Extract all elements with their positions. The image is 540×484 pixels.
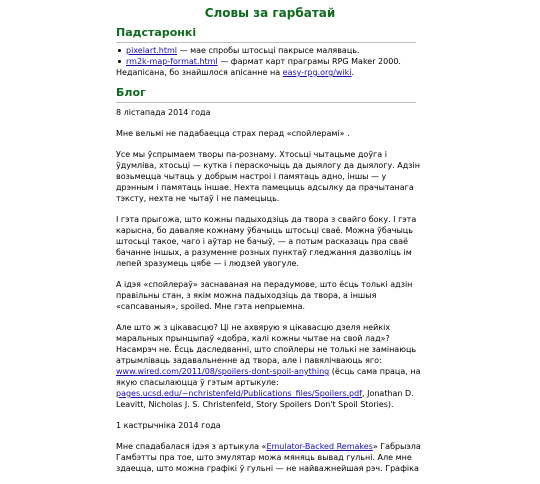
post-paragraph	[116, 441, 422, 474]
post-text: Але што ж з цікавасцю? Ці не ахвярую я цікавасцю дзеля нейкіх маральных прынцыпаў «добра, калі кожны чытае на свой лад»? Насамрэч не. Ёсць даследванні, што спойлеры не толькі не замінаюць атрымліваць задавальненне ад твора, але і павялічваюць яго:	[116, 323, 417, 365]
post-paragraph: А ідэя «спойлераў» заснаваная на перадумове, што ёсць толькі адзін правільны стан, з якім можна падыходзіць да твора, а іншыя «сапсаваныя», spoiled. Мне гэта непрыемна.	[116, 280, 413, 311]
post-paragraph: І гэта прыгожа, што кожны падыходзіць да твора з свайго боку. І гэта карысна, бо даваляе кожнаму ўбачыць штосьці сваё. Можна ўбачыць штосьці такое, чаго і аўтар не бачыў, — а потым расказаць пра сваё бачанне іншых, а разуменне розных пунктаў гледжання дазволіць ім лепей зразумець цябе — і людзей увогуле.	[116, 215, 417, 268]
post-text: » Габрыэла Гамбэтты пра тое, што эмулятар можа мяняць вывад гульні. Але мне здаецца, што можна графікі ў гульні — не найважнейшая рэч. Графіка	[116, 442, 421, 473]
subpages-note	[116, 67, 426, 78]
blog-heading: Блог	[116, 86, 146, 99]
subpages-divider	[116, 42, 416, 43]
subpages-heading: Падстаронкі	[116, 26, 197, 39]
blog-posts	[116, 107, 422, 484]
note-text: Недапісана, бо знайшлося апісанне на	[116, 68, 283, 77]
post-paragraph: Усе мы ўспрымаем творы па-рознаму. Хтосьці чытацьме доўга і ўдумліва, хтосьці — кутка і пераскочыць да дыялогу да дыялогу. Адзін возьмецца чытаць у добрым настроі і памятаць адно, іншы — у дрэнным і памятаць іншае. Нехта памецыць адсылку да прачытанага тэксту, нехта не чытаў і не памецыць.	[116, 150, 421, 203]
list-item-text: — фармат карт праграмы RPG Maker 2000.	[217, 57, 401, 66]
blog-divider	[116, 102, 416, 103]
subpages-list	[116, 45, 426, 67]
list-item	[116, 56, 426, 67]
list-item	[116, 45, 426, 56]
post-date: 8 лістапада 2014 года	[116, 108, 211, 117]
post-paragraph	[116, 322, 422, 410]
note-text: .	[351, 68, 355, 77]
emulator-backed-remakes-link[interactable]: Emulator-Backed Remakes	[266, 442, 373, 451]
rm2k-map-format-link[interactable]: rm2k-map-format.html	[126, 57, 218, 66]
spoilers-pdf-link[interactable]: pages.ucsd.edu/~nchristenfeld/Publications_files/Spoilers.pdf	[116, 389, 363, 398]
list-item-text: — мае спробы штосьці пакрысе маляваць.	[177, 46, 360, 55]
post-text: (ёсць сама праца, на якую спасылаюцца ў гэтым артыкуле:	[116, 367, 421, 387]
pixelart-link[interactable]: pixelart.html	[126, 46, 178, 55]
post-date: 1 кастрычніка 2014 года	[116, 421, 221, 430]
post-paragraph: Мне вельмі не падабаецца страх перад «спойлерамі» .	[116, 129, 350, 138]
post-text: Мне спадабалася ідэя з артыкула «	[116, 442, 267, 451]
easy-rpg-link[interactable]: easy-rpg.org/wiki	[282, 68, 352, 77]
wired-article-link[interactable]: www.wired.com/2011/08/spoilers-dont-spoil-anything	[116, 367, 330, 376]
page-title: Словы за гарбатай	[204, 6, 336, 20]
post-text: , Jonathan D. Leavitt, Nicholas J. S. Christenfeld, Story Spoilers Don't Spoil Stories).	[116, 389, 414, 409]
